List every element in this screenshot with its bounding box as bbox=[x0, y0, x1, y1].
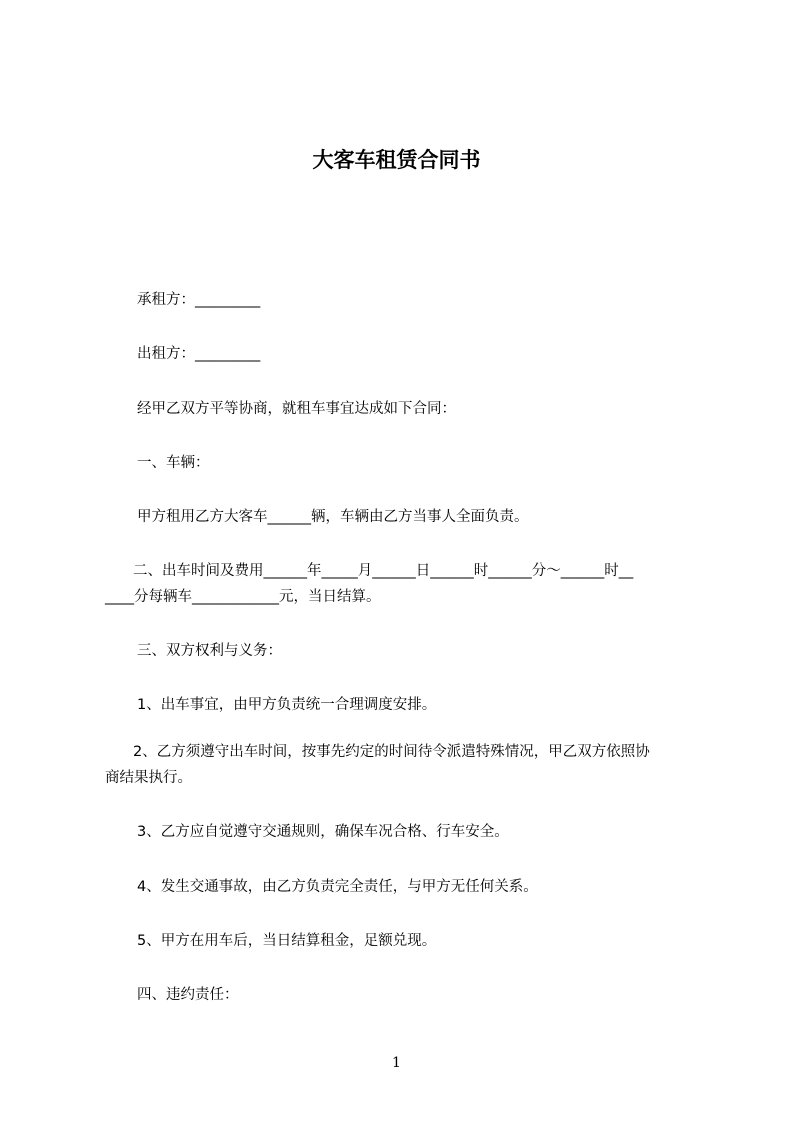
lessee-line: 承租方：_________ bbox=[137, 292, 261, 308]
section-heading: 三、双方权利与义务： bbox=[137, 643, 282, 659]
section-heading: 四、违约责任： bbox=[137, 987, 239, 1003]
paragraph: ____分每辆车____________元，当日结算。 bbox=[105, 589, 381, 605]
clause: 4、发生交通事故，由乙方负责完全责任，与甲方无任何关系。 bbox=[137, 879, 538, 895]
preamble: 经甲乙双方平等协商，就租车事宜达成如下合同： bbox=[137, 401, 456, 417]
paragraph: 二、出车时间及费用______年_____月______日______时______分～______时__ bbox=[133, 563, 634, 579]
clause: 商结果执行。 bbox=[105, 770, 192, 786]
section-heading: 一、车辆： bbox=[137, 455, 210, 471]
clause: 5、甲方在用车后，当日结算租金，足额兑现。 bbox=[137, 933, 437, 949]
clause: 2、乙方须遵守出车时间，按事先约定的时间待令派遣特殊情况，甲乙双方依照协 bbox=[133, 744, 650, 760]
lessor-line: 出租方：_________ bbox=[137, 346, 261, 362]
clause: 3、乙方应自觉遵守交通规则，确保车况合格、行车安全。 bbox=[137, 824, 509, 840]
paragraph: 甲方租用乙方大客车______辆，车辆由乙方当事人全面负责。 bbox=[137, 509, 529, 525]
document-title: 大客车租赁合同书 bbox=[312, 148, 481, 172]
page-number: 1 bbox=[392, 1055, 401, 1071]
clause: 1、出车事宜，由甲方负责统一合理调度安排。 bbox=[137, 697, 437, 713]
